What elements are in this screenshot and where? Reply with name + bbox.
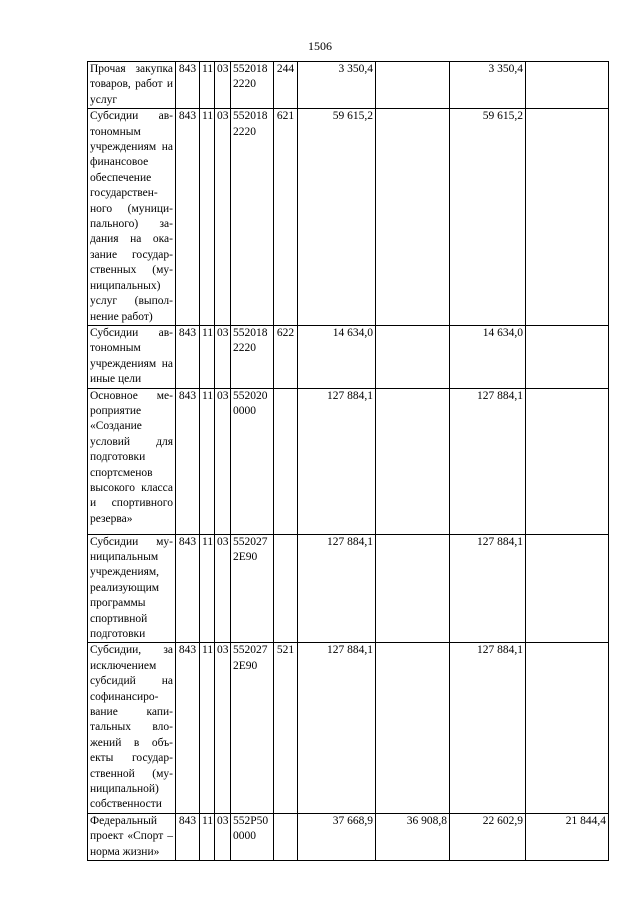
- section-code: 11: [200, 62, 215, 109]
- row-name: Субсидии автономным учреждениям на финансовое обеспечение государственного (муниципального) задания на оказание государственных (муниципальных) услуг (выполнение работ): [88, 109, 176, 326]
- target-code: 552027 2E90: [231, 534, 274, 643]
- row-name: Субсидии муниципальным учреждениям, реализующим программы спортивной подготовки: [88, 534, 176, 643]
- subsection-code: 03: [215, 534, 231, 643]
- subsection-code: 03: [215, 388, 231, 534]
- ministry-code: 843: [176, 643, 200, 813]
- amount-4: [526, 109, 609, 326]
- row-name: Основное мероприятие «Создание условий для подготовки спортсменов высокого класса и спортивного резерва»: [88, 388, 176, 534]
- ministry-code: 843: [176, 109, 200, 326]
- row-name: Прочая закупка товаров, работ и услуг: [88, 62, 176, 109]
- ministry-code: 843: [176, 62, 200, 109]
- page-number: 1506: [308, 39, 332, 53]
- amount-4: 21 844,4: [526, 813, 609, 860]
- target-code: 5520200000: [231, 388, 274, 534]
- row-name: Субсидии автономным учреждениям на иные цели: [88, 325, 176, 388]
- row-name: Федеральный проект «Спорт – норма жизни»: [88, 813, 176, 860]
- expense-type-code: 521: [274, 643, 298, 813]
- amount-4: [526, 388, 609, 534]
- subsection-code: 03: [215, 643, 231, 813]
- table-row: [88, 388, 609, 534]
- amount-1: 37 668,9: [298, 813, 376, 860]
- table-row: [88, 643, 609, 813]
- subsection-code: 03: [215, 62, 231, 109]
- ministry-code: 843: [176, 388, 200, 534]
- amount-1: 3 350,4: [298, 62, 376, 109]
- amount-3: 127 884,1: [450, 534, 526, 643]
- amount-2: [376, 325, 450, 388]
- table-row: [88, 813, 609, 860]
- amount-1: 14 634,0: [298, 325, 376, 388]
- amount-2: [376, 534, 450, 643]
- section-code: 11: [200, 534, 215, 643]
- expense-type-code: 621: [274, 109, 298, 326]
- target-code: 5520182220: [231, 109, 274, 326]
- amount-4: [526, 643, 609, 813]
- amount-2: [376, 388, 450, 534]
- amount-3: 22 602,9: [450, 813, 526, 860]
- amount-3: 3 350,4: [450, 62, 526, 109]
- row-name: Субсидии, за исключением субсидий на софинансирование капитальных вложений в объекты государственной (муниципальной) собственности: [88, 643, 176, 813]
- budget-table: [87, 61, 609, 861]
- subsection-code: 03: [215, 813, 231, 860]
- section-code: 11: [200, 813, 215, 860]
- amount-1: 127 884,1: [298, 388, 376, 534]
- expense-type-code: [274, 388, 298, 534]
- expense-type-code: 622: [274, 325, 298, 388]
- amount-1: 127 884,1: [298, 643, 376, 813]
- ministry-code: 843: [176, 325, 200, 388]
- amount-1: 59 615,2: [298, 109, 376, 326]
- amount-4: [526, 62, 609, 109]
- table-row: [88, 62, 609, 109]
- amount-2: [376, 643, 450, 813]
- ministry-code: 843: [176, 534, 200, 643]
- section-code: 11: [200, 109, 215, 326]
- section-code: 11: [200, 388, 215, 534]
- amount-2: 36 908,8: [376, 813, 450, 860]
- amount-2: [376, 109, 450, 326]
- amount-1: 127 884,1: [298, 534, 376, 643]
- target-code: 5520182220: [231, 62, 274, 109]
- expense-type-code: 244: [274, 62, 298, 109]
- target-code: 5520182220: [231, 325, 274, 388]
- target-code: 552P500000: [231, 813, 274, 860]
- section-code: 11: [200, 643, 215, 813]
- table-row: [88, 534, 609, 643]
- target-code: 552027 2E90: [231, 643, 274, 813]
- amount-4: [526, 534, 609, 643]
- table-row: [88, 109, 609, 326]
- amount-4: [526, 325, 609, 388]
- amount-3: 59 615,2: [450, 109, 526, 326]
- table-row: [88, 325, 609, 388]
- amount-3: 14 634,0: [450, 325, 526, 388]
- expense-type-code: [274, 534, 298, 643]
- amount-3: 127 884,1: [450, 388, 526, 534]
- amount-2: [376, 62, 450, 109]
- section-code: 11: [200, 325, 215, 388]
- ministry-code: 843: [176, 813, 200, 860]
- expense-type-code: [274, 813, 298, 860]
- amount-3: 127 884,1: [450, 643, 526, 813]
- subsection-code: 03: [215, 325, 231, 388]
- subsection-code: 03: [215, 109, 231, 326]
